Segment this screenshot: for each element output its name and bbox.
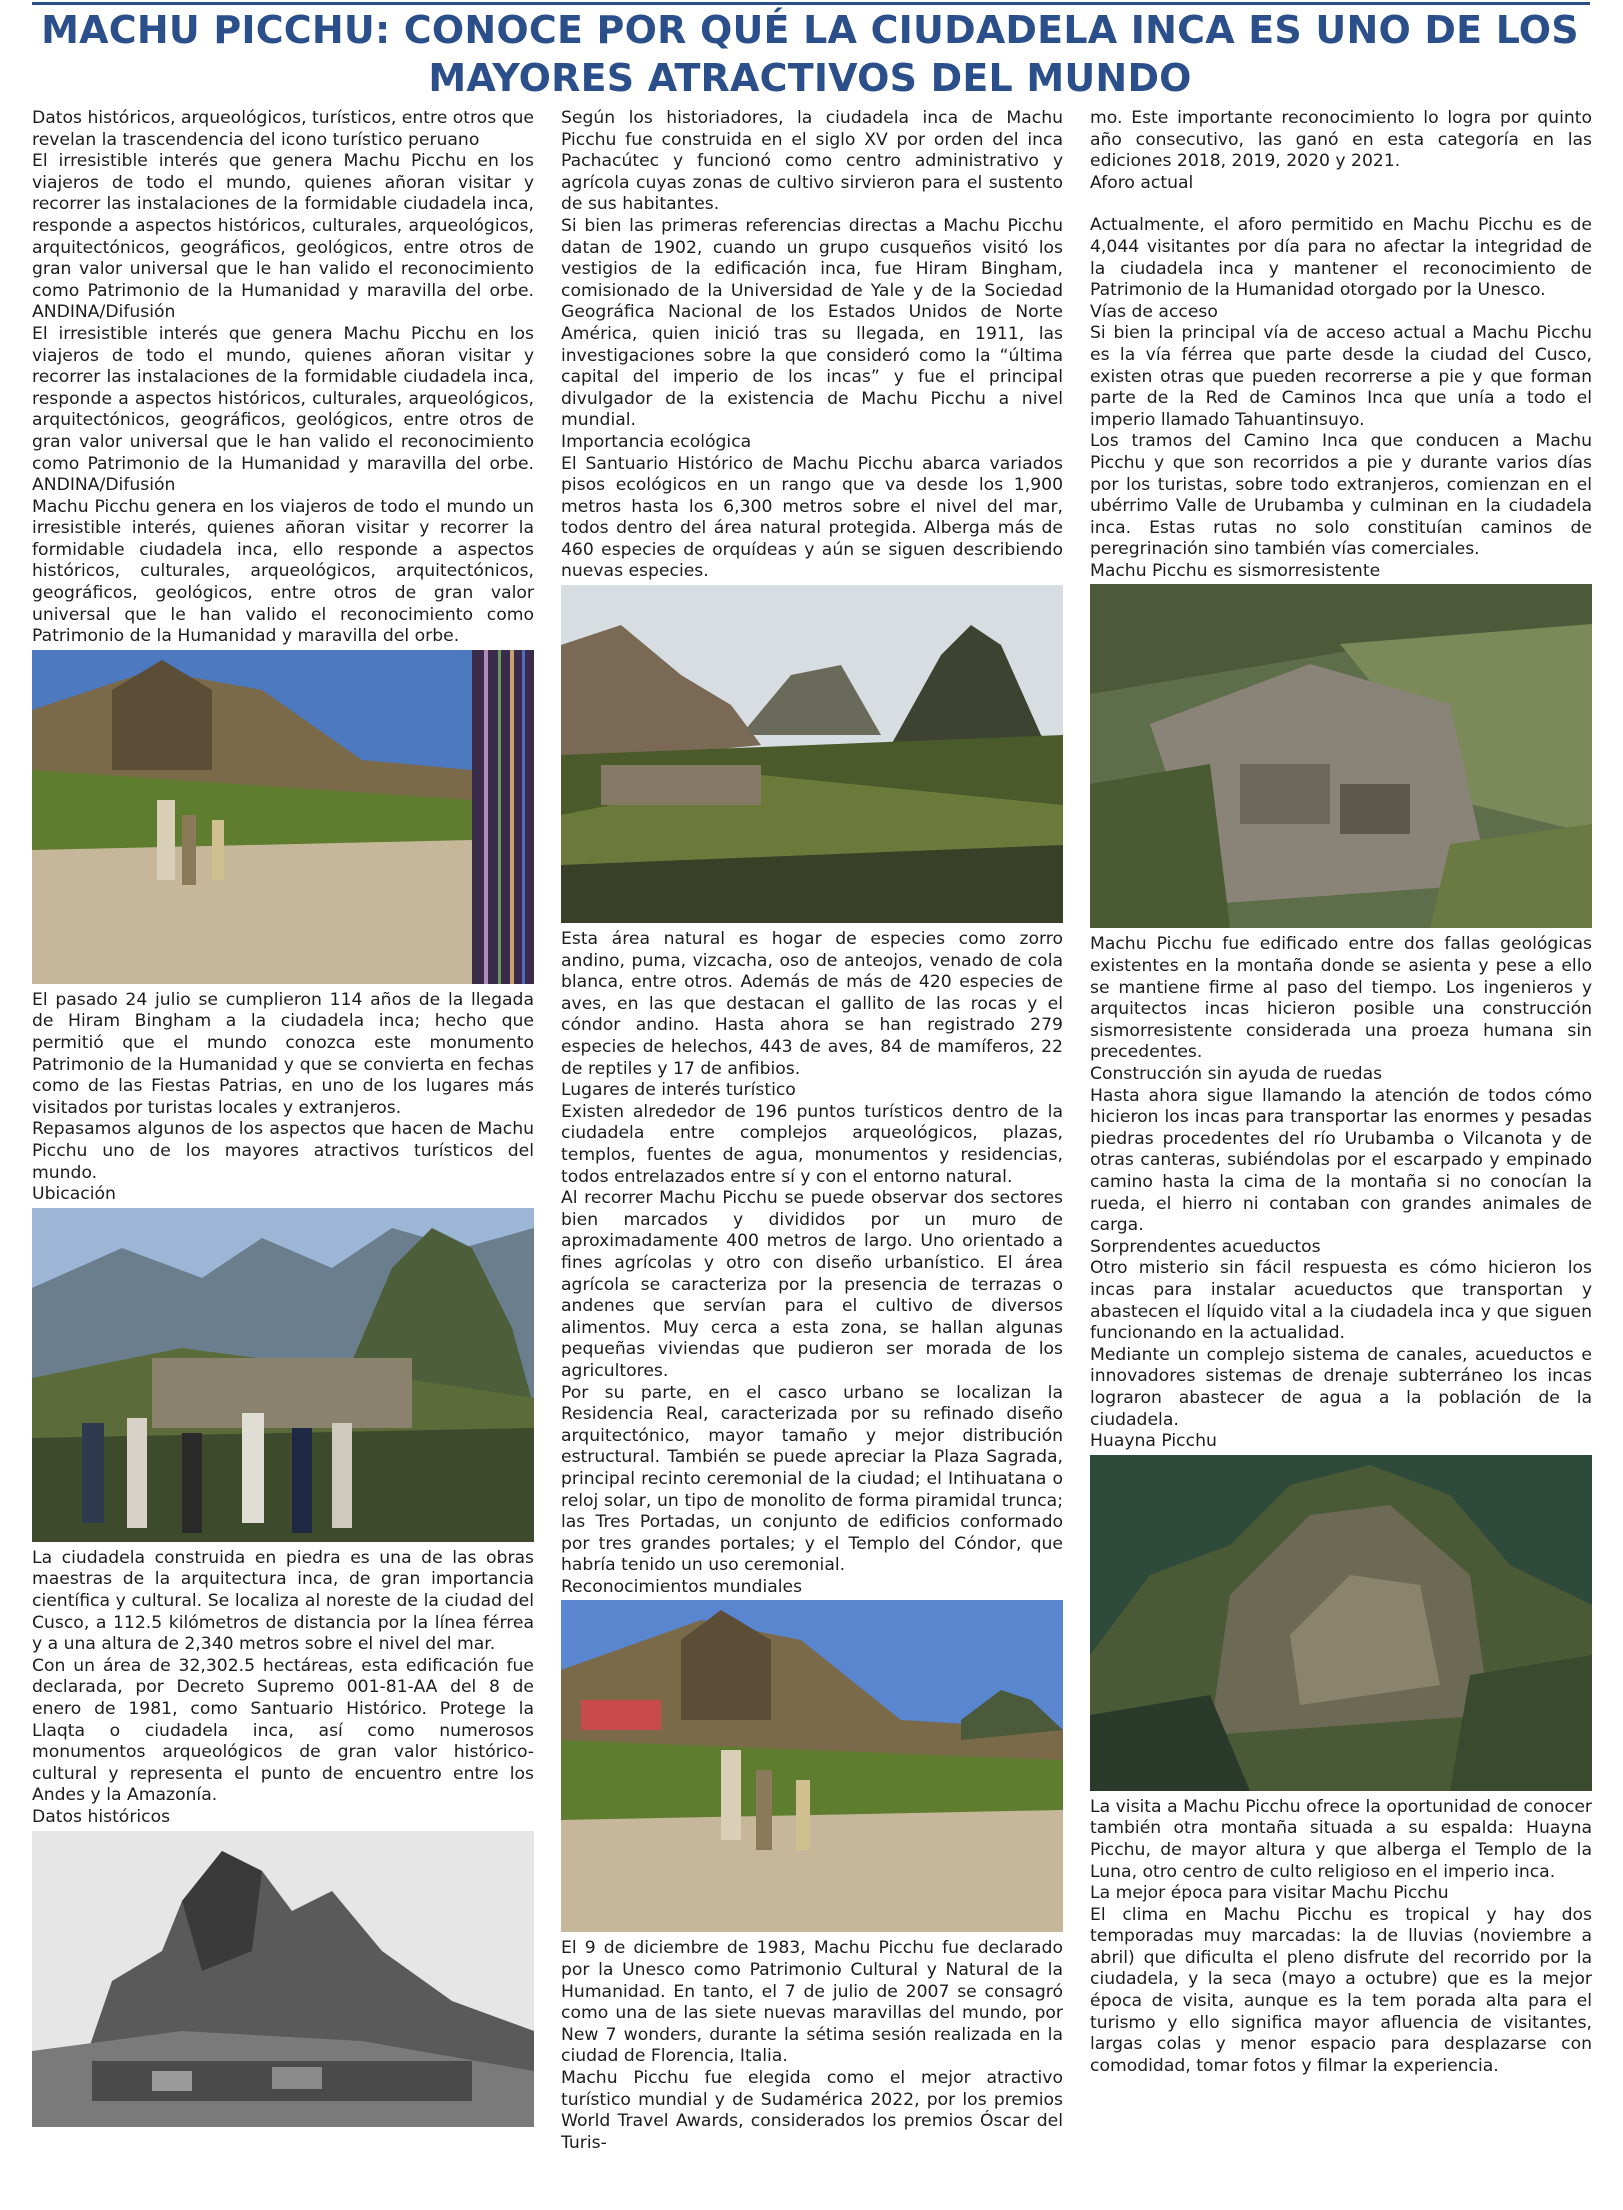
photo-citadel-aerial	[1090, 584, 1592, 928]
paragraph: El clima en Machu Picchu es tropical y hay dos temporadas muy marcadas: la de lluvias (noviembre a abril) que dificulta el pleno disfrute del recorrido por la ciudadela, y la seca (mayo a octubre) que es la mejor época de visita, aunque es la tem porada alta para el turismo y ello significa mayor afluencia de visitantes, largas colas y menor espacio para desplazarse con comodidad, tomar fotos y filmar la experiencia.	[1090, 1904, 1592, 2076]
column-3	[1090, 108, 1592, 2077]
paragraph: Si bien la principal vía de acceso actual a Machu Picchu es la vía férrea que parte desde la ciudad del Cusco, existen otras que pueden recorrerse a pie y que forman parte de la Red de Caminos Inca que unía a todo el imperio llamado Tahuantinsuyo.	[1090, 323, 1592, 430]
section-heading: Vías de acceso	[1090, 301, 1218, 322]
paragraph: Machu Picchu fue edificado entre dos fallas geológicas existentes en la montaña donde se asienta y pese a ello se mantiene firme al paso del tiempo. Los ingenieros y arquitectos incas hicieron posible una construcción sismorresistente considerada una proeza humana sin precedentes.	[1090, 934, 1592, 1063]
paragraph: Mediante un complejo sistema de canales, acueductos e innovadores sistemas de drenaje subterráneo los incas lograron abastecer de agua a la población de la ciudadela.	[1090, 1344, 1592, 1430]
section-heading: Huayna Picchu	[1090, 1431, 1217, 1452]
paragraph: Otro misterio sin fácil respuesta es cómo hicieron los incas para instalar acueductos que transportan y abastecen el líquido vital a la ciudadela inca y que siguen funcionando en la actualidad.	[1090, 1258, 1592, 1344]
section-heading: Lugares de interés turístico	[561, 1080, 796, 1101]
paragraph: Machu Picchu genera en los viajeros de todo el mundo un irresistible interés, quienes añoran visitar y recorrer la formidable ciudadela inca, ello responde a aspectos históricos, culturales, arqueológicos, arquitectónicos, geográficos, geológicos, entre otros de gran valor universal que le han valido el reconocimiento como Patrimonio de la Humanidad y maravilla del orbe.	[32, 496, 534, 647]
section-heading: La mejor época para visitar Machu Picchu	[1090, 1883, 1449, 1904]
paragraph: Actualmente, el aforo permitido en Machu Picchu es de 4,044 visitantes por día para no afectar la integridad de la ciudadela inca y mantener el reconocimiento de Patrimonio de la Humanidad otorgado por la Unesco.	[1090, 215, 1592, 301]
paragraph: Al recorrer Machu Picchu se puede observar dos sectores bien marcados y divididos por un muro de aproximadamente 400 metros de largo. Uno orientado a fines agrícolas y otro con diseño urbanístico. El área agrícola se caracteriza por la presencia de terrazas o andenes que servían para el cultivo de diversos alimentos. Muy cerca a esta zona, se hallan algunas pequeñas viviendas que pudieron ser morada de los agricultores.	[561, 1188, 1063, 1381]
photo-tourists-guardhouse	[32, 650, 534, 984]
paragraph: El Santuario Histórico de Machu Picchu abarca variados pisos ecológicos en un rango que va desde los 1,900 metros hasta los 6,300 metros sobre el nivel del mar, todos dentro del área natural protegida. Alberga más de 460 especies de orquídeas y aún se siguen describiendo nuevas especies.	[561, 453, 1063, 582]
paragraph: El irresistible interés que genera Machu Picchu en los viajeros de todo el mundo, quienes añoran visitar y recorrer las instalaciones de la formidable ciudadela inca, responde a aspectos históricos, culturales, arqueológicos, arquitectónicos, geográficos, geológicos, entre otros de gran valor universal que le han valido el reconocimiento como Patrimonio de la Humanidad y maravilla del orbe. ANDINA/Difusión	[32, 323, 534, 496]
paragraph: Hasta ahora sigue llamando la atención de todos cómo hicieron los incas para transportar las enormes y pesadas piedras procedentes del río Urubamba o Vilcanota y de otras canteras, subiéndolas por el escarpado y empinado camino hasta la cima de la montaña si no conocían la rueda, el hierro ni contaban con grandes animales de carga.	[1090, 1085, 1592, 1236]
paragraph: La ciudadela construida en piedra es una de las obras maestras de la arquitectura inca, de gran importancia científica y cultural. Se localiza al noreste de la ciudad del Cusco, a 112.5 kilómetros de distancia por la línea férrea y a una altura de 2,340 metros sobre el nivel del mar.	[32, 1547, 534, 1655]
paragraph: La visita a Machu Picchu ofrece la oportunidad de conocer también otra montaña situada a su espalda: Huayna Picchu, de mayor altura y que alberga el Templo de la Luna, otro centro de culto religioso en el imperio inca.	[1090, 1796, 1592, 1882]
paragraph: Existen alrededor de 196 puntos turísticos dentro de la ciudadela entre complejos arqueológicos, plazas, templos, fuentes de agua, monumentos y residencias, todos entrelazados entre sí y con el entorno natural.	[561, 1101, 1063, 1187]
paragraph: Repasamos algunos de los aspectos que hacen de Machu Picchu uno de los mayores atractivos turísticos del mundo.	[32, 1119, 534, 1183]
header-rule	[32, 2, 1590, 5]
paragraph: Si bien las primeras referencias directas a Machu Picchu datan de 1902, cuando un grupo cusqueños visitó los vestigios de la edificación inca, fue Hiram Bingham, comisionado de la Universidad de Yale y de la Sociedad Geográfica Nacional de los Estados Unidos de Norte América, quien inició tras su llegada, en 1911, las investigaciones sobre la que consideró como la “última capital del imperio de los incas” y fue el principal divulgador de la existencia de Machu Picchu a nivel mundial.	[561, 215, 1063, 431]
paragraph: Machu Picchu fue elegida como el mejor atractivo turístico mundial y de Sudamérica 2022, por los premios World Travel Awards, considerados los premios Óscar del Turis-	[561, 2068, 1063, 2153]
section-heading: Aforo actual	[1090, 172, 1194, 193]
column-2	[561, 108, 1063, 2154]
paragraph: Según los historiadores, la ciudadela inca de Machu Picchu fue construida en el siglo XV por orden del inca Pachacútec y funcionó como centro administrativo y agrícola cuyas zonas de cultivo sirvieron para el sustento de sus habitantes.	[561, 108, 1063, 215]
section-heading: Reconocimientos mundiales	[561, 1576, 803, 1597]
paragraph: El pasado 24 julio se cumplieron 114 años de la llegada de Hiram Bingham a la ciudadela inca; hecho que permitió que el mundo conozca este monumento Patrimonio de la Humanidad y que se convierta en fechas como de las Fiestas Patrias, en uno de los lugares más visitados por turistas locales y extranjeros.	[32, 989, 534, 1118]
photo-tourists-guardhouse-2	[561, 1600, 1063, 1932]
section-heading: Construcción sin ayuda de ruedas	[1090, 1064, 1383, 1085]
paragraph: Esta área natural es hogar de especies como zorro andino, puma, vizcacha, oso de anteojos, venado de cola blanca, entre otros. Además de más de 420 especies de aves, en las que destacan el gallito de las rocas y el cóndor andino. Hasta ahora se han registrado 279 especies de helechos, 443 de aves, 84 de mamíferos, 22 de reptiles y 17 de anfibios.	[561, 929, 1063, 1079]
section-heading: Importancia ecológica	[561, 431, 752, 452]
paragraph: Datos históricos, arqueológicos, turísticos, entre otros que revelan la trascendencia del icono turístico peruano	[32, 108, 534, 150]
paragraph: Con un área de 32,302.5 hectáreas, esta edificación fue declarada, por Decreto Supremo 001-81-AA del 8 de enero de 1981, como Santuario Histórico. Protege la Llaqta o ciudadela inca, así como numerosos monumentos arqueológicos de gran valor histórico-cultural y representa el punto de encuentro entre los Andes y la Amazonía.	[32, 1655, 534, 1806]
section-heading: Sorprendentes acueductos	[1090, 1236, 1321, 1257]
paragraph: Por su parte, en el casco urbano se localizan la Residencia Real, caracterizada por su refinado diseño arquitectónico, mayor tamaño y mejor distribución estructural. También se puede apreciar la Plaza Sagrada, principal recinto ceremonial de la ciudad; el Intihuatana o reloj solar, un tipo de monolito de forma piramidal trunca; las Tres Portadas, un conjunto de edificios conformado por tres grandes portales; y el Templo del Cóndor, que habría tenido un uso ceremonial.	[561, 1382, 1063, 1576]
section-heading: Machu Picchu es sismorresistente	[1090, 560, 1381, 581]
paragraph: Los tramos del Camino Inca que conducen a Machu Picchu y que son recorridos a pie y durante varios días por los turistas, sobre todo extranjeros, comienzan en el ubérrimo Valle de Urubamba y culminan en la ciudadela inca. Estas rutas no solo constituían caminos de peregrinación sino también vías comerciales.	[1090, 431, 1592, 560]
section-heading: Datos históricos	[32, 1806, 171, 1827]
column-1	[32, 108, 534, 2133]
article-title: MACHU PICCHU: CONOCE POR QUÉ LA CIUDADELA INCA ES UNO DE LOS MAYORES ATRACTIVOS DEL MUNDO	[41, 8, 1579, 100]
paragraph: El irresistible interés que genera Machu Picchu en los viajeros de todo el mundo, quienes añoran visitar y recorrer las instalaciones de la formidable ciudadela inca, responde a aspectos históricos, culturales, arqueológicos, arquitectónicos, geográficos, geológicos, entre otros de gran valor universal que le han valido el reconocimiento como Patrimonio de la Humanidad y maravilla del orbe. ANDINA/Difusión	[32, 151, 534, 323]
photo-historic-bw	[32, 1831, 534, 2127]
photo-huayna-picchu	[1090, 1455, 1592, 1791]
photo-tourists-citadel	[32, 1208, 534, 1542]
photo-citadel-huayna-picchu	[561, 585, 1063, 923]
paragraph: mo. Este importante reconocimiento lo logra por quinto año consecutivo, las ganó en esta categoría en las ediciones 2018, 2019, 2020 y 2021.	[1090, 108, 1592, 172]
paragraph: El 9 de diciembre de 1983, Machu Picchu fue declarado por la Unesco como Patrimonio Cultural y Natural de la Humanidad. En tanto, el 7 de julio de 2007 se consagró como una de las siete nuevas maravillas del mundo, por New 7 wonders, durante la sétima sesión realizada en la ciudad de Florencia, Italia.	[561, 1938, 1063, 2067]
section-heading: Ubicación	[32, 1184, 116, 1205]
